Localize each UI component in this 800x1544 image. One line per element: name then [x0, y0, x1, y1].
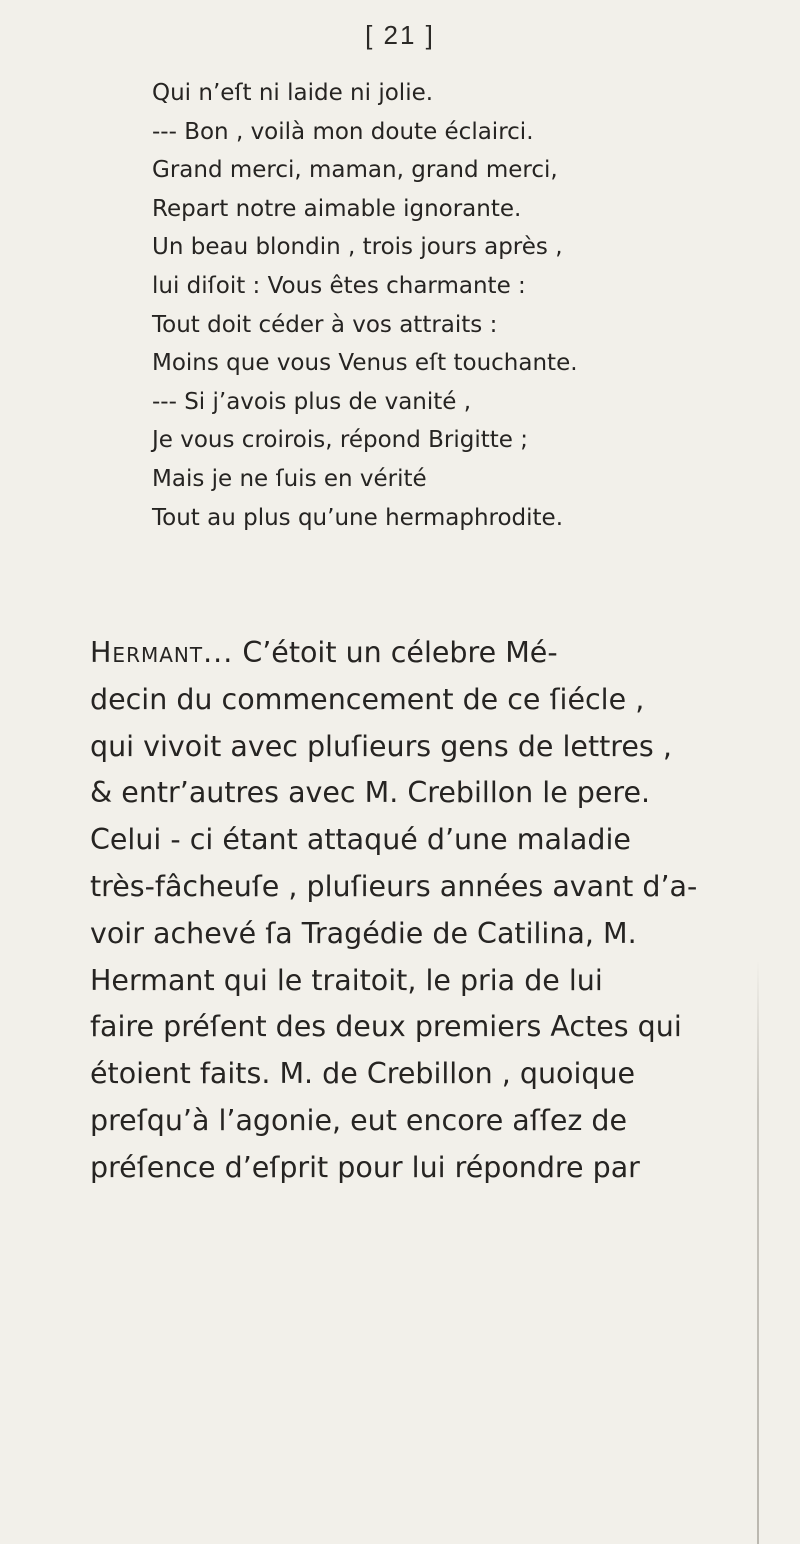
- prose-line: qui vivoit avec pluſieurs gens de lettres ,: [90, 729, 672, 763]
- verse-line: --- Bon , voilà mon doute éclairci.: [152, 118, 534, 145]
- prose-line: préſence d’eſprit pour lui répondre par: [90, 1150, 640, 1184]
- verse-line: Moins que vous Venus eſt touchante.: [152, 350, 578, 377]
- prose-line: & entr’autres avec M. Crebillon le pere.: [90, 776, 651, 810]
- verse-line: Qui n’eſt ni laide ni jolie.: [152, 80, 434, 106]
- prose-line: étoient faits. M. de Crebillon , quoique: [90, 1057, 636, 1091]
- verse-line: Repart notre aimable ignorante.: [152, 195, 522, 222]
- verse-line: lui diſoit : Vous êtes charmante :: [152, 272, 526, 299]
- verse-line: Grand merci, maman, grand merci,: [152, 157, 558, 184]
- verse-line: Tout au plus qu’une hermaphrodite.: [152, 504, 564, 531]
- verse-line: Je vous croirois, répond Brigitte ;: [152, 427, 528, 454]
- prose-line: Hermant qui le traitoit, le pria de lui: [90, 963, 603, 997]
- prose-line: preſqu’à l’agonie, eut encore aſſez de: [90, 1103, 628, 1137]
- prose-line: voir achevé ſa Tragédie de Catilina, M.: [90, 916, 637, 950]
- page-number: [ 21 ]: [365, 20, 435, 50]
- verse-line: Un beau blondin , trois jours après ,: [152, 234, 563, 261]
- verse-line: --- Si j’avois plus de vanité ,: [152, 388, 472, 415]
- verse-line: Mais je ne ſuis en vérité: [152, 465, 427, 492]
- prose-line: Celui - ci étant attaqué d’une maladie: [90, 823, 631, 857]
- verse-line: Tout doit céder à vos attraits :: [152, 311, 498, 338]
- footnote-first-line: C’étoit un célebre Mé-: [233, 636, 558, 669]
- prose-line: faire préſent des deux premiers Actes qui: [90, 1010, 682, 1044]
- prose-line: [90, 630, 772, 677]
- page-edge-shadow: [757, 960, 759, 1544]
- prose-line: decin du commencement de ce ſiécle ,: [90, 682, 645, 716]
- footnote-paragraph: [90, 630, 772, 1192]
- poem-stanza: [152, 74, 772, 537]
- prose-line: très-fâcheuſe , pluſieurs années avant d’a-: [90, 869, 698, 903]
- footnote-head: Hermant...: [90, 636, 234, 669]
